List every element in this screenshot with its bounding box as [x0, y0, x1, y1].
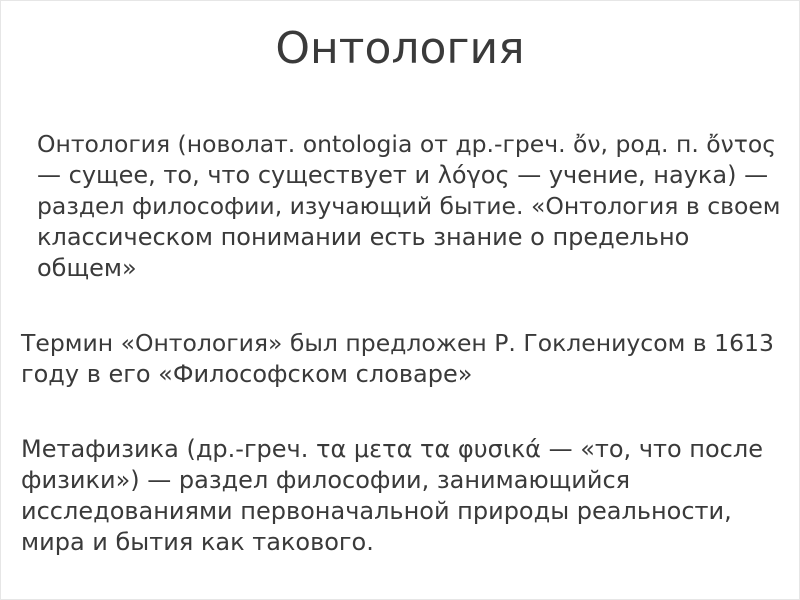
text-line: раздел философии, изучающий бытие. «Онтология в своем: [37, 192, 781, 220]
slide-body: [21, 129, 785, 558]
text-line: мира и бытия как такового.: [21, 528, 374, 556]
text-line: общем»: [37, 254, 137, 282]
text-line: году в его «Философском словаре»: [21, 360, 473, 388]
paragraph-ontology-definition: [21, 129, 785, 284]
paragraph-term-origin: [21, 328, 785, 390]
text-line: — сущее, то, что существует и λόγος — учение, наука) —: [37, 161, 769, 189]
text-line: физики») — раздел философии, занимающийся: [21, 466, 631, 494]
slide-title: Онтология: [275, 23, 525, 74]
text-line: Термин «Онтология» был предложен Р. Гоклениусом в 1613: [21, 329, 774, 357]
text-line: исследованиями первоначальной природы реальности,: [21, 497, 732, 525]
text-line: Онтология (новолат. ontologia от др.-греч. ὄν, род. п. ὄντος: [37, 130, 777, 158]
text-line: Метафизика (др.-греч. τα μετα τα φυσικά — «то, что после: [21, 435, 763, 463]
paragraph-metaphysics-definition: [21, 434, 785, 558]
text-line: классическом понимании есть знание о предельно: [37, 223, 690, 251]
